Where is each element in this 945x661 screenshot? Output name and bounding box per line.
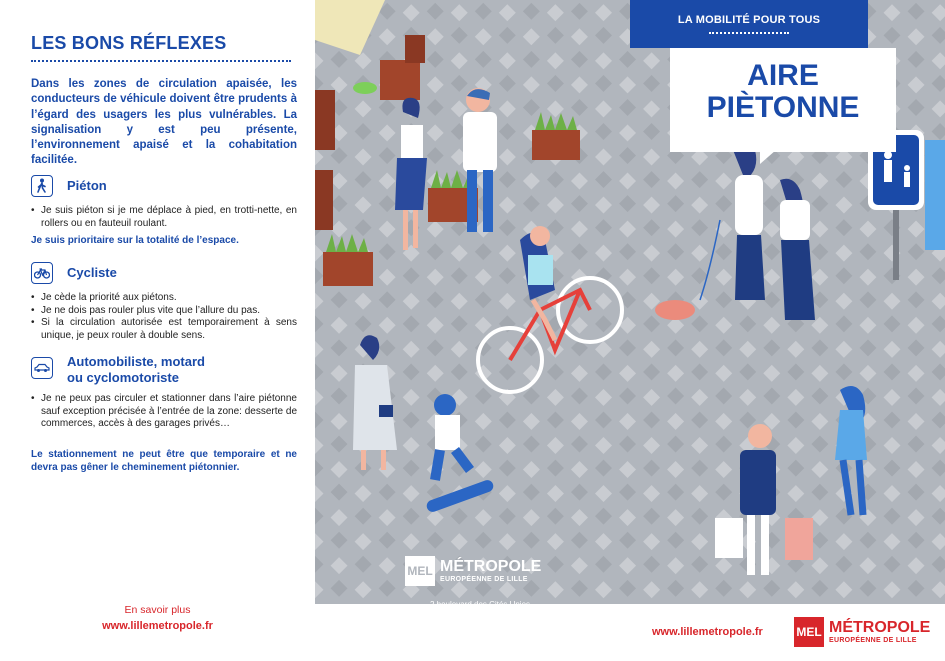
list-item: • Si la circulation autorisée est temporairement à sens unique, je peux rouler à double sens. bbox=[31, 317, 297, 342]
car-icon bbox=[31, 357, 53, 379]
mel-logo-white bbox=[405, 556, 541, 586]
logo-name: MÉTROPOLE bbox=[829, 618, 931, 636]
logo-subtitle: EUROPÉENNE DE LILLE bbox=[829, 636, 917, 644]
cyclist-title: Cycliste bbox=[67, 265, 117, 280]
page-title bbox=[670, 60, 896, 124]
pedestrian-title: Piéton bbox=[67, 178, 107, 193]
address-line: 2 boulevard des Cités Unies bbox=[429, 600, 531, 609]
title-line1: AIRE bbox=[747, 59, 819, 92]
pedestrian-list bbox=[31, 205, 297, 230]
list-item: • Je ne peux pas circuler et stationner dans l’aire piétonne sauf exception précisée à l’entrée de la zone: desserte de commerces, accès à des garages privés… bbox=[31, 393, 297, 431]
address-line: CS 70043 - 59040 Lille Cedex bbox=[426, 611, 534, 620]
title-divider bbox=[31, 60, 291, 62]
address-block bbox=[395, 599, 565, 643]
driver-title-line1: Automobiliste, motard bbox=[67, 354, 205, 369]
logo-name: MÉTROPOLE bbox=[440, 557, 542, 575]
bicycle-icon bbox=[31, 262, 53, 284]
driver-section-header bbox=[31, 354, 205, 386]
cyclist-list bbox=[31, 292, 297, 342]
mel-logo-mark: MEL bbox=[794, 617, 824, 647]
title-line2: PIÈTONNE bbox=[706, 91, 860, 124]
driver-list bbox=[31, 393, 297, 431]
driver-note: Le stationnement ne peut être que temporaire et ne devra pas gêner le cheminement piétonnier. bbox=[31, 449, 297, 473]
pedestrian-section-header bbox=[31, 175, 107, 197]
mel-logo-red bbox=[794, 617, 930, 647]
section-title: LES BONS RÉFLEXES bbox=[31, 33, 227, 53]
banner-text: LA MOBILITÉ POUR TOUS bbox=[677, 14, 821, 26]
pedestrian-icon bbox=[31, 175, 53, 197]
intro-paragraph: Dans les zones de circulation apaisée, les conducteurs de véhicule doivent être prudents à l’égard des usagers les plus vulnérables. La signalisation y est peu présente, l’environnement apaisé et la cohabitation facilitée. bbox=[31, 78, 297, 167]
cyclist-section-header bbox=[31, 262, 117, 284]
address-website[interactable]: www.lillemetropole.fr bbox=[443, 633, 517, 642]
left-panel bbox=[0, 0, 315, 661]
more-info-label: En savoir plus bbox=[124, 604, 191, 616]
list-item: • Je cède la priorité aux piétons. bbox=[31, 292, 297, 305]
list-item: • Je suis piéton si je me déplace à pied, en trotti-nette, en rollers ou en fauteuil roulant. bbox=[31, 205, 297, 230]
top-banner bbox=[630, 0, 868, 48]
mel-logo-mark: MEL bbox=[405, 556, 435, 586]
pedestrian-note: Je suis prioritaire sur la totalité de l’espace. bbox=[31, 235, 239, 246]
footer-website-link[interactable]: www.lillemetropole.fr bbox=[652, 626, 763, 638]
list-item: • Je ne dois pas rouler plus vite que l’allure du pas. bbox=[31, 305, 297, 318]
bubble-tail bbox=[760, 150, 776, 164]
website-link[interactable]: www.lillemetropole.fr bbox=[102, 620, 213, 632]
address-phone: Tél : +33(0)3 20 21 22 23 bbox=[434, 622, 526, 631]
driver-title-line2: ou cyclomotoriste bbox=[67, 370, 179, 385]
banner-divider bbox=[709, 32, 789, 34]
logo-subtitle: EUROPÉENNE DE LILLE bbox=[440, 575, 528, 583]
